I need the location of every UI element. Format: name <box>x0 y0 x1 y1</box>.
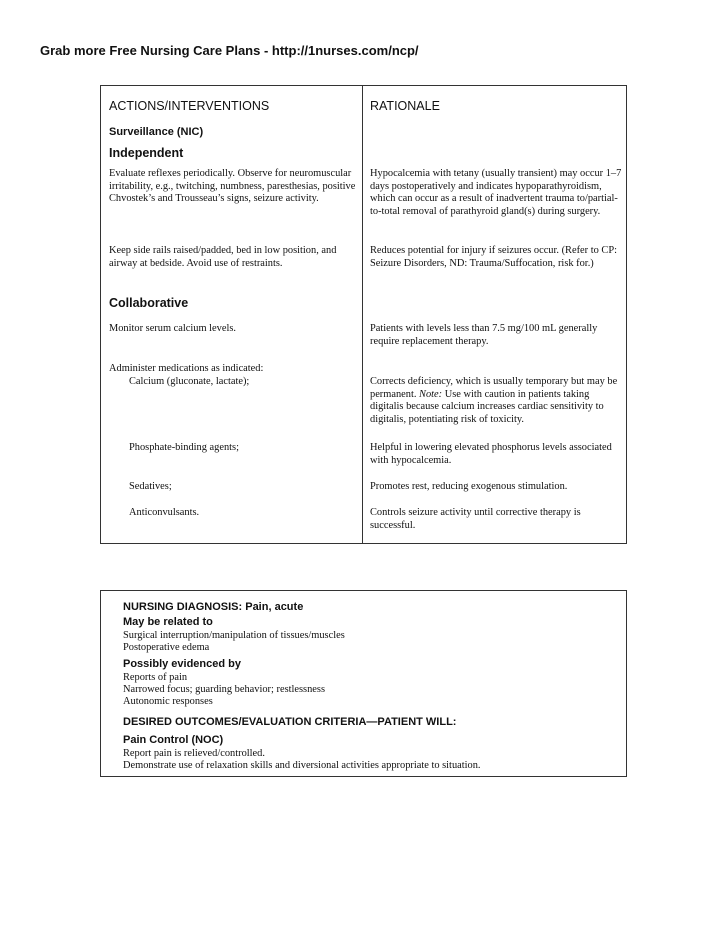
med-calcium: Calcium (gluconate, lactate); <box>129 376 250 387</box>
nursing-diagnosis-box <box>100 590 627 777</box>
med-anticonvulsants: Anticonvulsants. <box>129 507 200 518</box>
rationale-hypocalcemia: Hypocalcemia with tetany (usually transient) may occur 1–7 days postoperatively and indicates hypoparathyroidism, which can occur as a result of inadvertent trauma to/partial-to-total removal of parathyroid gland(s) during surgery. <box>370 168 622 218</box>
rationale-sedatives: Promotes rest, reducing exogenous stimulation. <box>370 481 568 492</box>
rationale-calcium-levels: Patients with levels less than 7.5 mg/100 mL generally require replacement therapy. <box>370 323 598 347</box>
rationale-seizure-injury: Reduces potential for injury if seizures occur. (Refer to CP: Seizure Disorders, ND: Trauma/Suffocation, risk for.) <box>370 245 617 269</box>
diagnosis-title: NURSING DIAGNOSIS: Pain, acute <box>123 601 304 613</box>
related-label: May be related to <box>123 616 213 628</box>
surveillance-heading: Surveillance (NIC) <box>109 126 204 138</box>
outcomes-label: DESIRED OUTCOMES/EVALUATION CRITERIA—PATIENT WILL: <box>123 716 457 728</box>
noc-item: Report pain is relieved/controlled. <box>123 748 265 759</box>
evidenced-label: Possibly evidenced by <box>123 658 241 670</box>
action-administer-medications: Administer medications as indicated: <box>109 363 264 374</box>
action-evaluate-reflexes: Evaluate reflexes periodically. Observe for neuromuscular irritability, e.g., twitching, numbness, paresthesias, positive Chvostek’s and Trousseau’s signs, seizure activity. <box>109 168 356 205</box>
action-side-rails: Keep side rails raised/padded, bed in low position, and airway at bedside. Avoid use of restraints. <box>109 245 337 269</box>
noc-label: Pain Control (NOC) <box>123 734 224 746</box>
evidenced-item: Reports of pain <box>123 672 188 683</box>
column-divider <box>362 86 363 543</box>
rationale-anticonvulsants: Controls seizure activity until corrective therapy is successful. <box>370 507 581 531</box>
rationale-column-header: RATIONALE <box>370 99 440 113</box>
evidenced-item: Autonomic responses <box>123 696 213 707</box>
related-item: Surgical interruption/manipulation of tissues/muscles <box>123 630 345 641</box>
independent-heading: Independent <box>109 146 184 160</box>
rationale-calcium-med: Corrects deficiency, which is usually temporary but may be permanent. Note: Use with caution in patients taking digitalis because calcium increases cardiac sensitivity to digitalis, potentiating risk of toxicity. <box>370 376 618 426</box>
med-sedatives: Sedatives; <box>129 481 172 492</box>
action-monitor-calcium: Monitor serum calcium levels. <box>109 323 236 334</box>
actions-column-header: ACTIONS/INTERVENTIONS <box>109 99 270 113</box>
interventions-table <box>100 85 627 544</box>
evidenced-item: Narrowed focus; guarding behavior; restlessness <box>123 684 325 695</box>
rationale-phosphate: Helpful in lowering elevated phosphorus levels associated with hypocalcemia. <box>370 442 612 466</box>
page-header: Grab more Free Nursing Care Plans - http://1nurses.com/ncp/ <box>40 43 419 58</box>
med-phosphate-binding: Phosphate-binding agents; <box>129 442 239 453</box>
collaborative-heading: Collaborative <box>109 296 189 310</box>
related-item: Postoperative edema <box>123 642 210 653</box>
noc-item: Demonstrate use of relaxation skills and diversional activities appropriate to situation. <box>123 760 481 771</box>
